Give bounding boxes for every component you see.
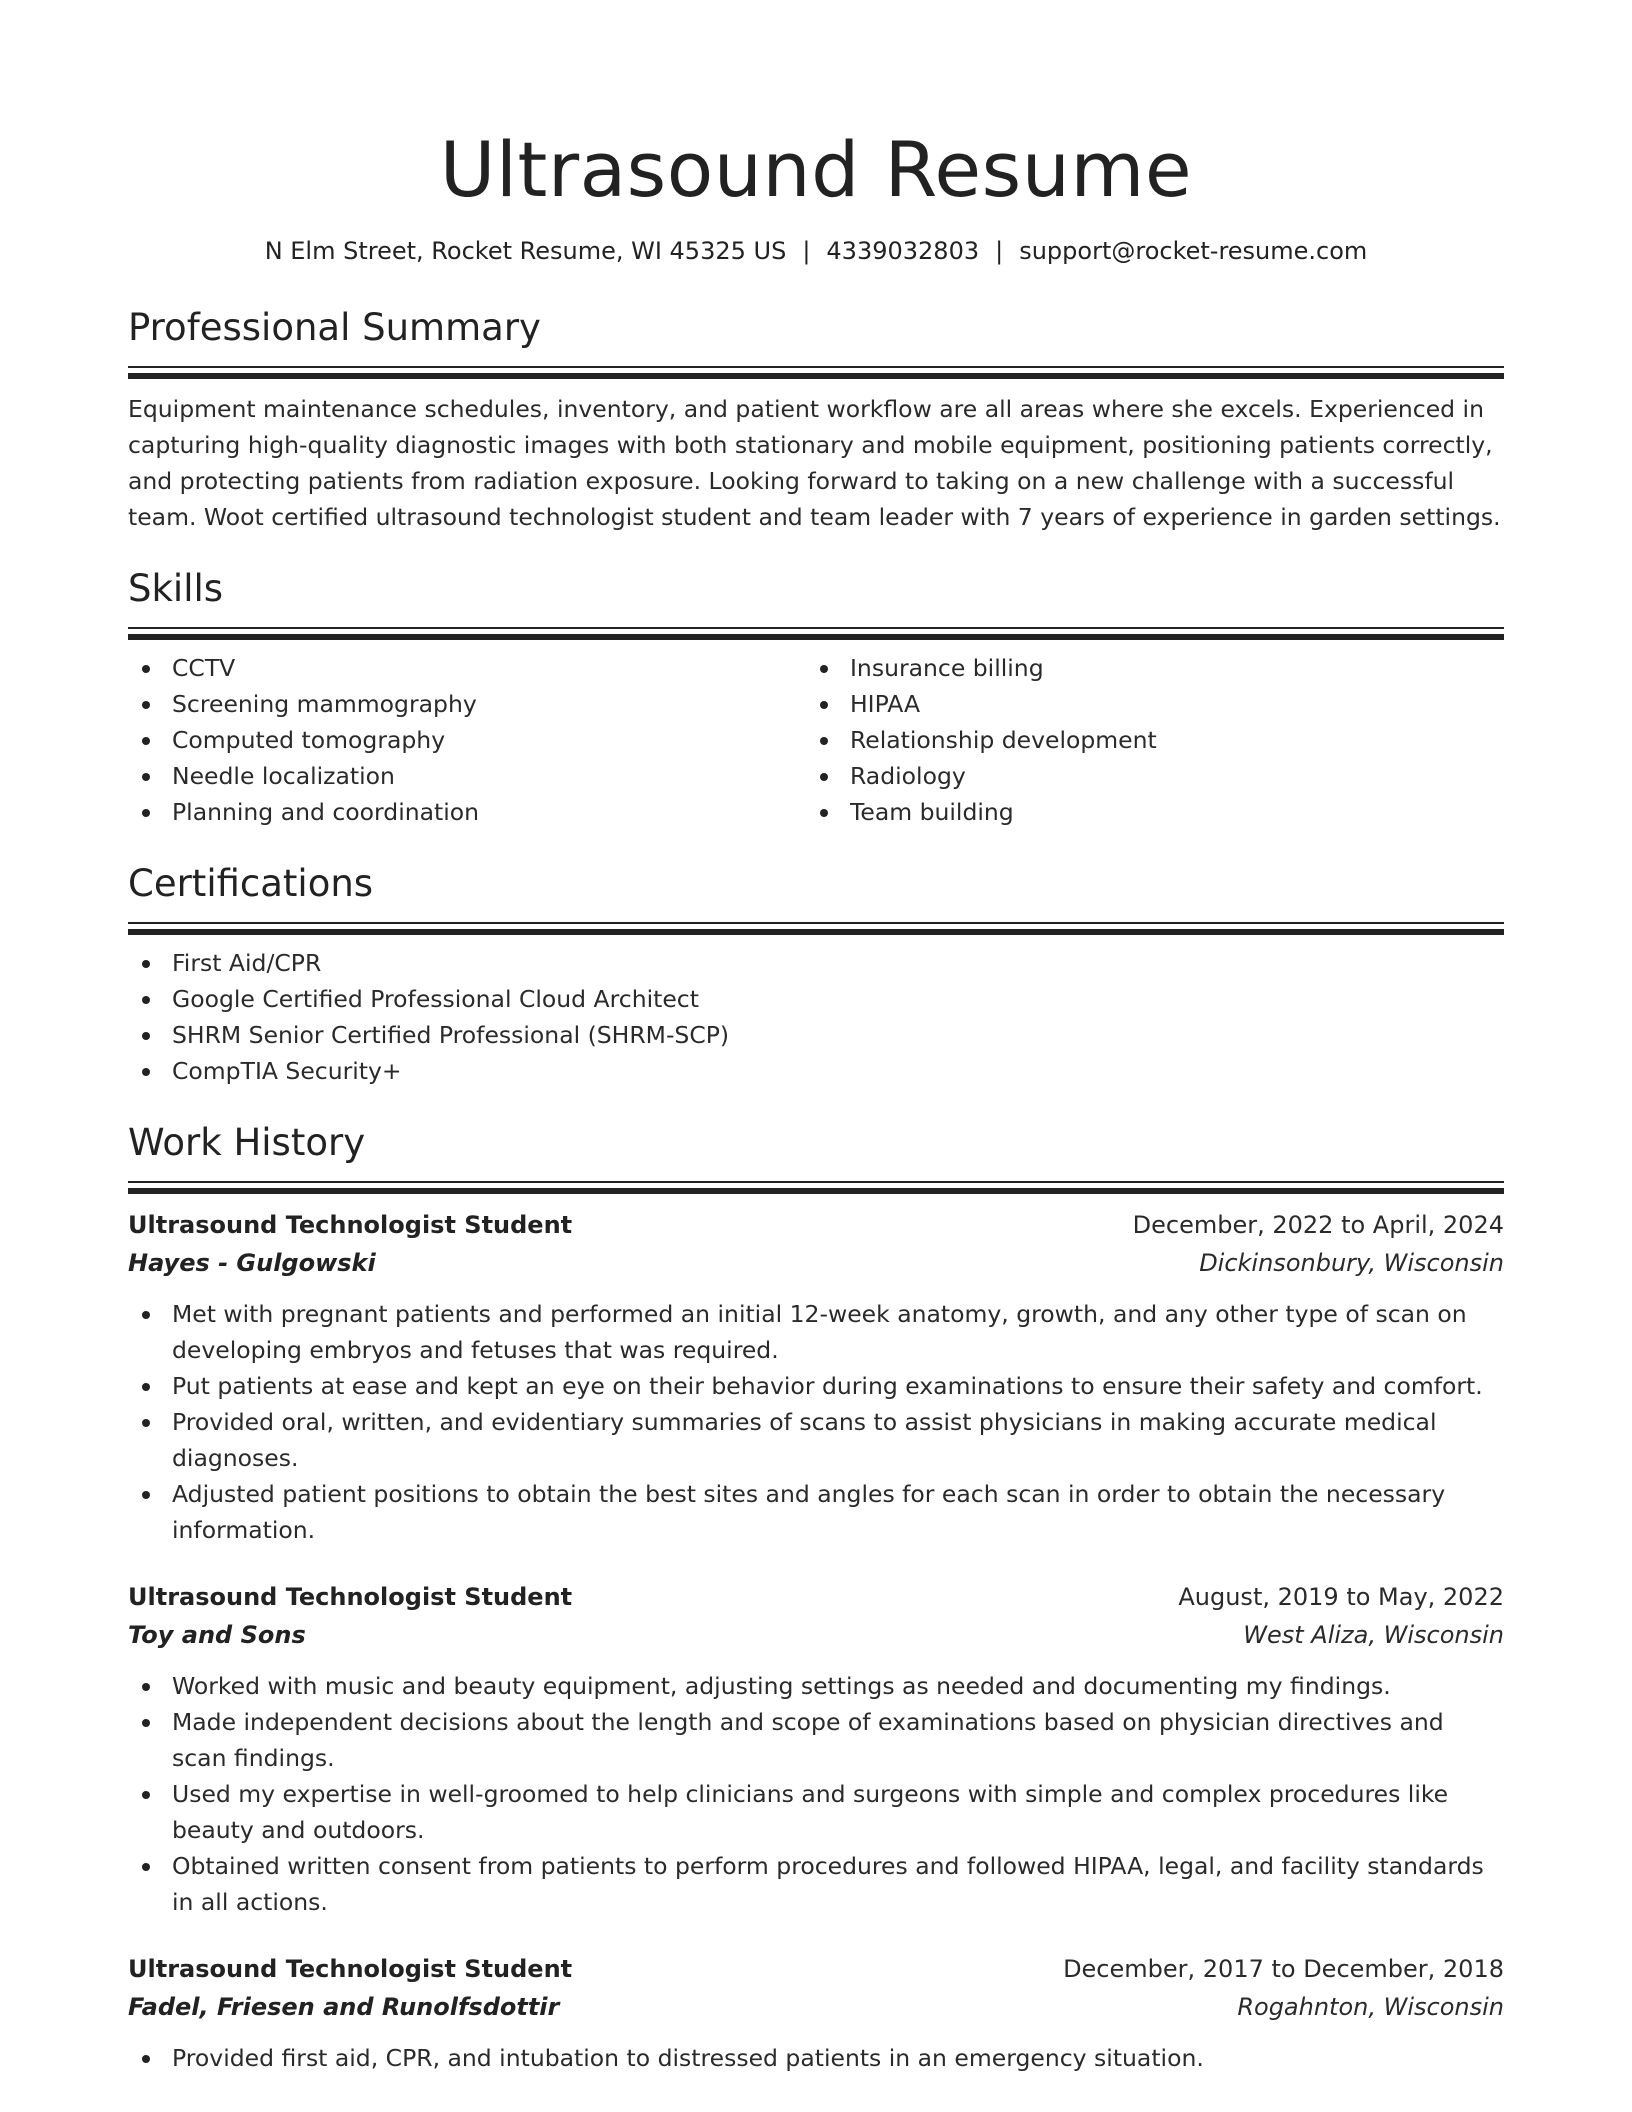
job-title: Ultrasound Technologist Student [128,1955,573,1983]
section-title-summary: Professional Summary [128,306,541,349]
skill-item: Screening mammography [128,686,806,722]
job-header-row [128,1578,1504,1616]
certifications-section [128,860,1504,1089]
contact-email: support@rocket-resume.com [1019,237,1368,265]
contact-separator: | [995,237,1004,265]
skill-item: Team building [806,794,1484,830]
job-title: Ultrasound Technologist Student [128,1583,573,1611]
job-bullets [128,1296,1504,1548]
job-dates: August, 2019 to May, 2022 [1178,1583,1504,1611]
job-bullet: Provided first aid, CPR, and intubation to distressed patients in an emergency situation. [128,2040,1504,2076]
certifications-list [128,945,1504,1089]
section-divider [128,922,1504,935]
job-company-row [128,1616,1504,1654]
job-company: Fadel, Friesen and Runolfsdottir [128,1993,560,2021]
job-location: West Aliza, Wisconsin [1243,1621,1504,1649]
job-bullet: Worked with music and beauty equipment, adjusting settings as needed and documenting my findings. [128,1668,1504,1704]
job-company-row [128,1988,1504,2026]
job-bullets [128,2040,1504,2076]
skills-column-left [128,640,806,830]
section-title-work-history: Work History [128,1121,366,1164]
section-title-certifications: Certifications [128,862,374,905]
skill-item: Relationship development [806,722,1484,758]
section-title-skills: Skills [128,567,224,610]
certification-item: CompTIA Security+ [128,1053,1504,1089]
contact-phone: 4339032803 [826,237,980,265]
work-history-section [128,1119,1504,2076]
job-header-row [128,1950,1504,1988]
skills-columns [128,640,1504,830]
certification-item: Google Certified Professional Cloud Architect [128,981,1504,1017]
skill-item: Insurance billing [806,650,1484,686]
job-bullet: Obtained written consent from patients to perform procedures and followed HIPAA, legal, and facility standards in all actions. [128,1848,1504,1920]
summary-text: Equipment maintenance schedules, inventory, and patient workflow are all areas where she excels. Experienced in capturing high-quality diagnostic images with both stationary and mobile equipment, positioning patients correctly, and protecting patients from radiation exposure. Looking forward to taking on a new challenge with a successful team. Woot certified ultrasound technologist student and team leader with 7 years of experience in garden settings. [128,395,1501,531]
skills-section [128,565,1504,830]
certification-item: First Aid/CPR [128,945,1504,981]
job-company: Hayes - Gulgowski [128,1249,376,1277]
resume-name: Ultrasound Resume [439,125,1193,214]
skills-column-right [806,640,1484,830]
skill-item: Radiology [806,758,1484,794]
job-entry [128,1578,1504,1920]
skills-list-left [128,650,806,830]
contact-address: N Elm Street, Rocket Resume, WI 45325 US [264,237,787,265]
certification-item: SHRM Senior Certified Professional (SHRM-SCP) [128,1017,1504,1053]
job-dates: December, 2022 to April, 2024 [1132,1211,1504,1239]
job-bullet: Met with pregnant patients and performed an initial 12-week anatomy, growth, and any other type of scan on developing embryos and fetuses that was required. [128,1296,1504,1368]
contact-separator: | [802,237,811,265]
section-divider [128,366,1504,379]
job-location: Dickinsonbury, Wisconsin [1199,1249,1504,1277]
skill-item: Planning and coordination [128,794,806,830]
skill-item: Needle localization [128,758,806,794]
skill-item: Computed tomography [128,722,806,758]
resume-page [128,0,1504,2076]
job-header-row [128,1206,1504,1244]
job-bullet: Made independent decisions about the length and scope of examinations based on physician directives and scan findings. [128,1704,1504,1776]
section-divider [128,627,1504,640]
contact-line [128,234,1504,268]
job-bullets [128,1668,1504,1920]
summary-section [128,304,1504,535]
job-title: Ultrasound Technologist Student [128,1211,573,1239]
job-entry [128,1950,1504,2076]
job-bullet: Used my expertise in well-groomed to help clinicians and surgeons with simple and complex procedures like beauty and outdoors. [128,1776,1504,1848]
skill-item: HIPAA [806,686,1484,722]
job-company: Toy and Sons [128,1621,306,1649]
skill-item: CCTV [128,650,806,686]
section-divider [128,1181,1504,1194]
job-bullet: Put patients at ease and kept an eye on their behavior during examinations to ensure their safety and comfort. [128,1368,1504,1404]
job-entry [128,1206,1504,1548]
job-dates: December, 2017 to December, 2018 [1063,1955,1504,1983]
job-bullet: Adjusted patient positions to obtain the best sites and angles for each scan in order to obtain the necessary information. [128,1476,1504,1548]
job-bullet: Provided oral, written, and evidentiary summaries of scans to assist physicians in making accurate medical diagnoses. [128,1404,1504,1476]
skills-list-right [806,650,1484,830]
job-company-row [128,1244,1504,1282]
job-location: Rogahnton, Wisconsin [1237,1993,1504,2021]
